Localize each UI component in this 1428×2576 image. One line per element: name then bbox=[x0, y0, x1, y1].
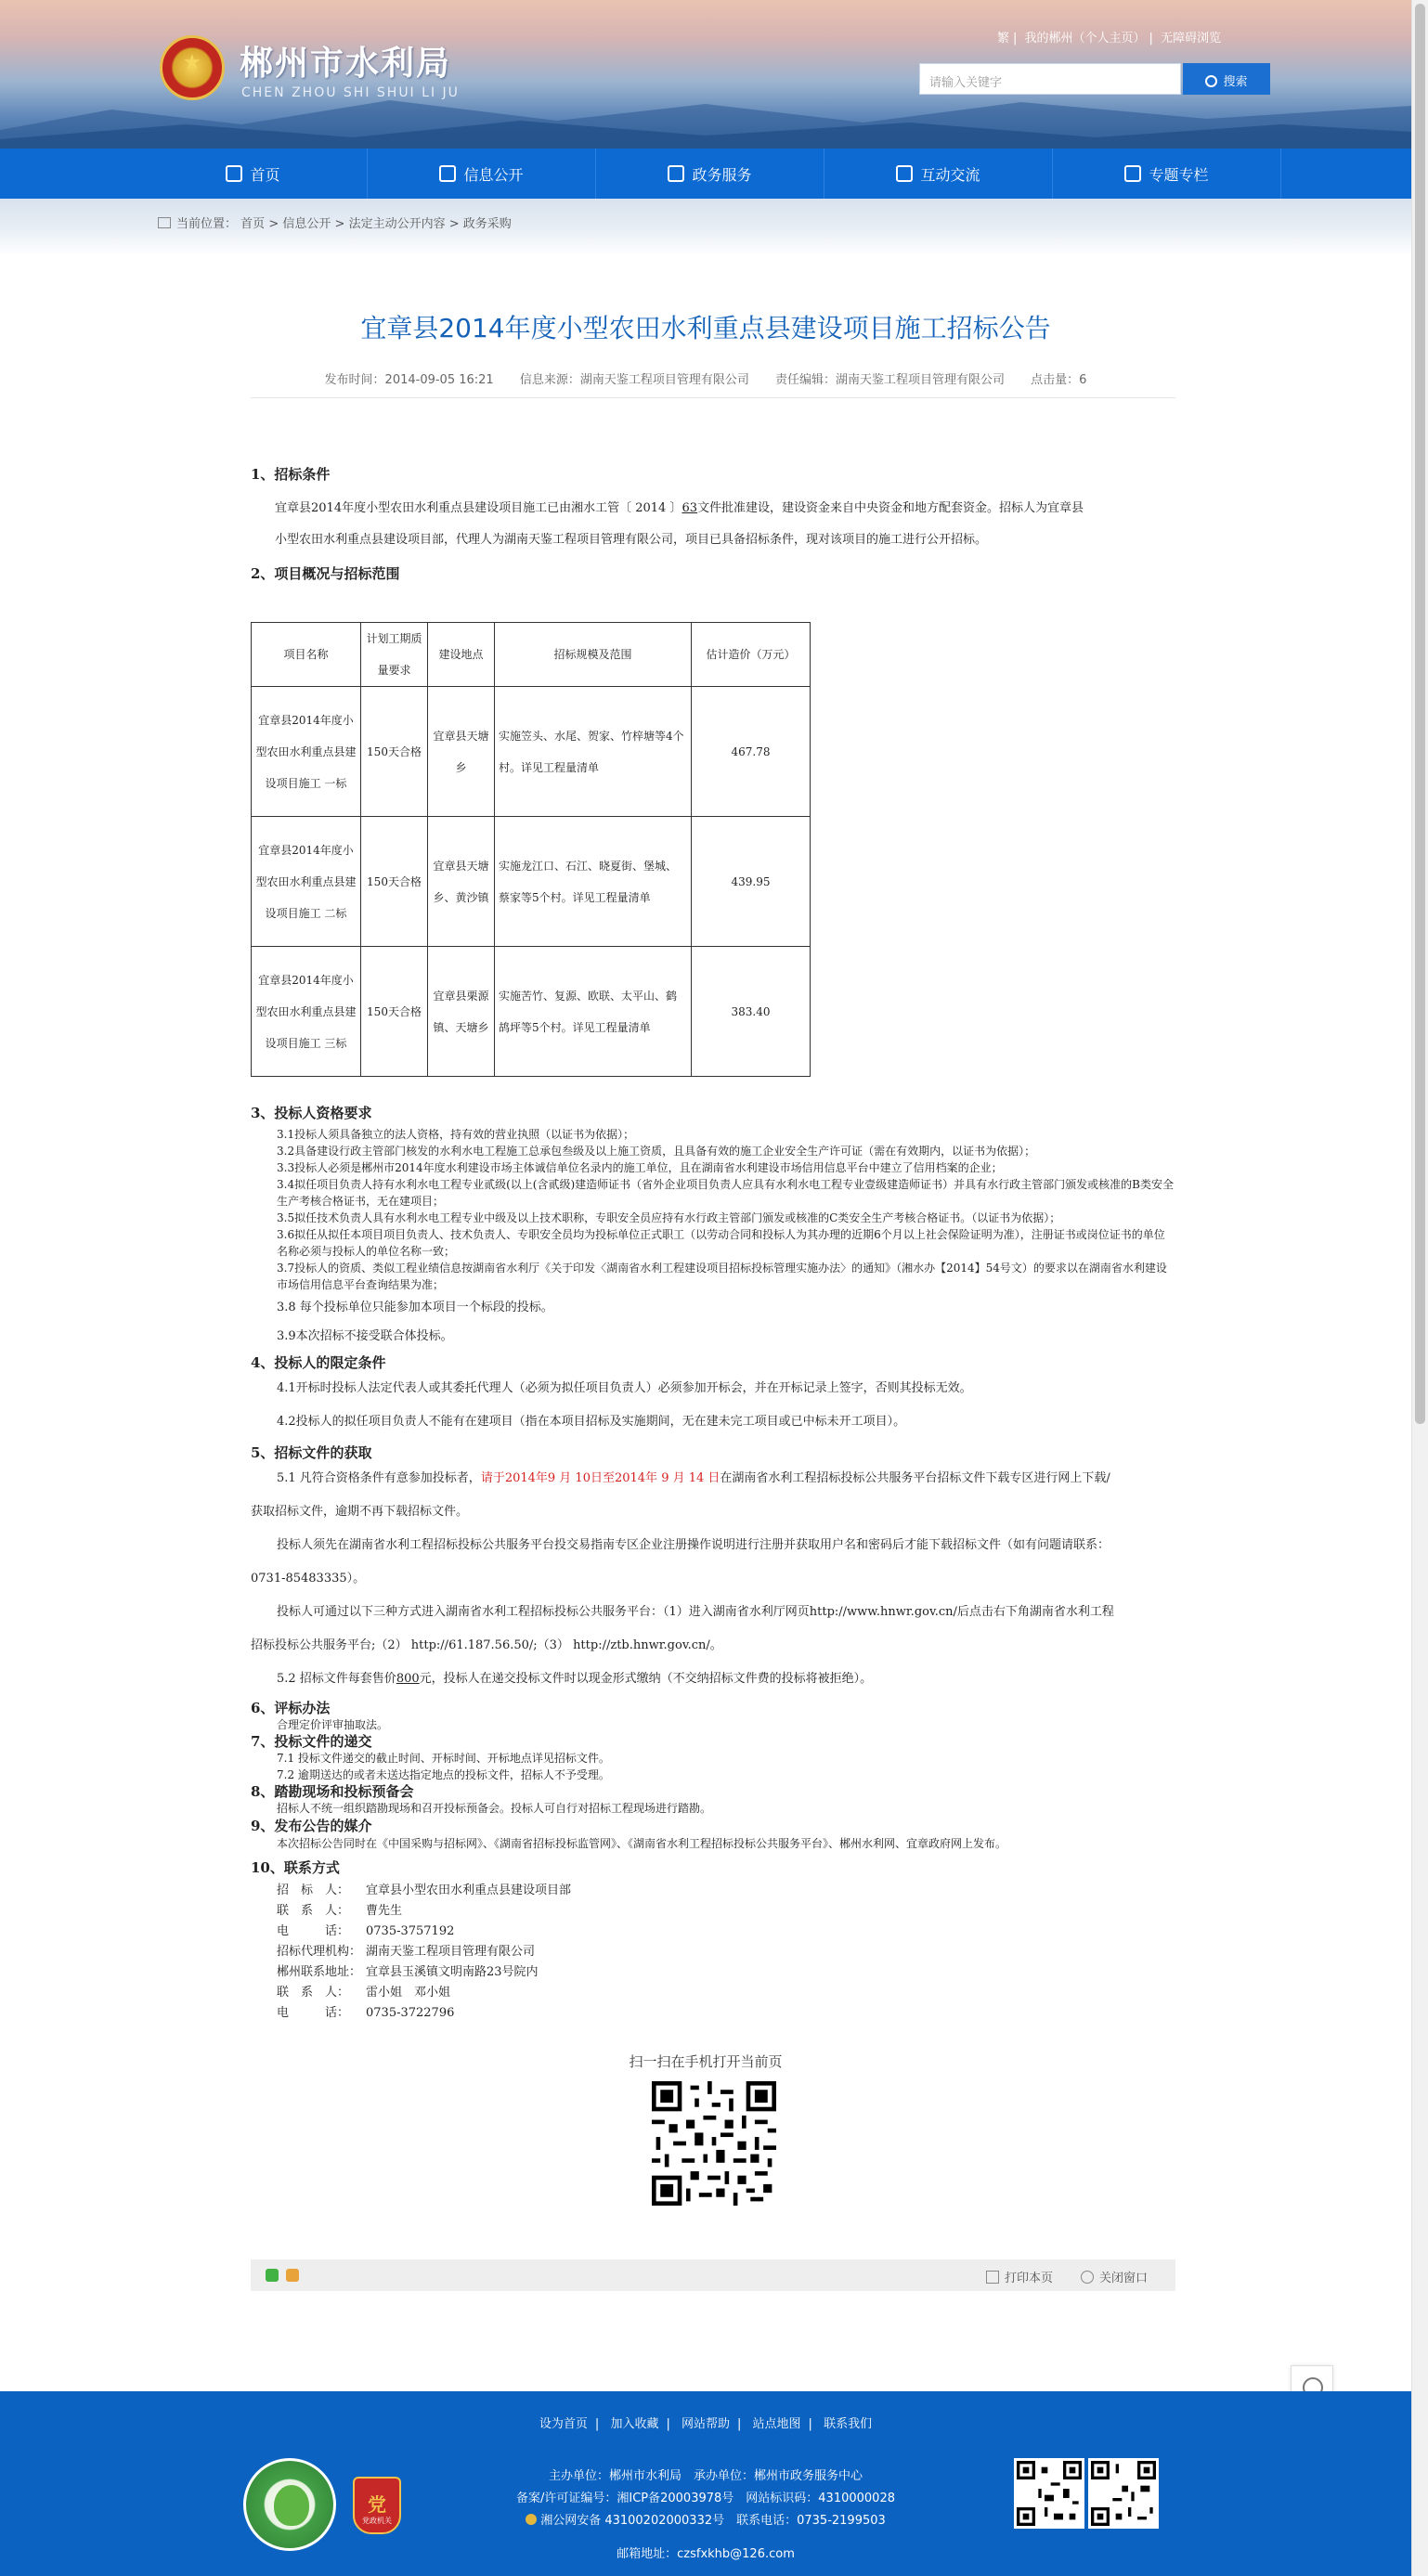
text: 文件批准建设，建设资金来自中央资金和地方配套资金。招标人为宜章县 bbox=[696, 501, 1084, 515]
footer-link-contact[interactable]: 联系我们 bbox=[824, 2417, 873, 2431]
close-label: 关闭窗口 bbox=[1099, 2272, 1149, 2285]
search-icon bbox=[1205, 75, 1217, 87]
table-cell: 宜章县2014年度小型农田水利重点县建设项目施工 三标 bbox=[252, 947, 361, 1077]
wechat-share-icon[interactable] bbox=[266, 2269, 279, 2282]
table-header: 项目名称 bbox=[252, 623, 361, 687]
contact-row bbox=[277, 1881, 1175, 1901]
paragraph: 招标投标公共服务平台;（2） http://61.187.56.50/;（3） http://ztb.hnwr.gov.cn/。 bbox=[251, 1638, 722, 1652]
nav-special[interactable] bbox=[1053, 149, 1281, 199]
list-item: 3.7投标人的资质、类似工程业绩信息按湖南省水利厅《关于印发〈湖南省水利工程建设项目招标投标管理实施办法〉的通知》（湘水办【2014】54号文）的要求以在湖南省水利建设市场信用信息平台查询结果为准； bbox=[277, 1262, 1167, 1291]
breadcrumb-label: 当前位置： bbox=[176, 217, 238, 231]
contact-value: 0735-3757192 bbox=[366, 1924, 455, 1938]
section-heading: 9、发布公告的媒介 bbox=[251, 1818, 372, 1834]
table-cell: 宜章县2014年度小型农田水利重点县建设项目施工 二标 bbox=[252, 817, 361, 947]
table-header: 建设地点 bbox=[428, 623, 495, 687]
view-count: 点击量：6 bbox=[1031, 373, 1087, 387]
contact-row bbox=[277, 1983, 1175, 2003]
footer-qr-wechat bbox=[1014, 2458, 1084, 2529]
accessibility-link[interactable]: 无障碍浏览 bbox=[1161, 32, 1222, 45]
traditional-chinese-link[interactable]: 繁 bbox=[997, 32, 1010, 45]
text: 宜章县2014年度小型农田水利重点县建设项目施工已由湘水工管〔 2014 〕 bbox=[275, 501, 682, 515]
footer-icp[interactable]: 备案/许可证编号：湘ICP备20003978号 网站标识码：4310000028 bbox=[515, 2492, 895, 2505]
site-logo-subtitle: CHEN ZHOU SHI SHUI LI JU bbox=[241, 85, 460, 100]
contact-key: 招 标 人： bbox=[277, 1883, 350, 1897]
edit-icon bbox=[668, 165, 684, 182]
list-item: 3.1投标人须具备独立的法人资格，持有效的营业执照（以证书为依据）； bbox=[277, 1128, 635, 1141]
qr-caption: 扫一扫在手机打开当前页 bbox=[629, 2053, 783, 2070]
section-heading: 4、投标人的限定条件 bbox=[251, 1354, 386, 1371]
footer-link-favorite[interactable]: 加入收藏 bbox=[610, 2417, 659, 2431]
breadcrumb-item-statutory[interactable]: 法定主动公开内容 bbox=[348, 217, 446, 231]
paragraph: 4.2投标人的拟任项目负责人不能有在建项目（指在本项目招标及实施期间，无在建未完工项目或已中标未开工项目）。 bbox=[277, 1415, 906, 1429]
bid-table bbox=[251, 622, 811, 1077]
table-cell: 实施苦竹、复源、欧联、太平山、鹤鸪坪等5个村。详见工程量清单 bbox=[495, 947, 692, 1077]
table-cell: 实施龙江口、石江、晓夏街、堡城、蔡家等5个村。详见工程量清单 bbox=[495, 817, 692, 947]
layers-icon bbox=[1124, 165, 1141, 182]
nav-label: 信息公开 bbox=[463, 165, 524, 184]
deadline-text: 请于2014年9 月 10日至2014年 9 月 14 日 bbox=[480, 1471, 720, 1485]
paragraph: 4.1开标时投标人法定代表人或其委托代理人（必须为拟任项目负责人）必须参加开标会，并在开标记录上签字，否则其投标无效。 bbox=[277, 1381, 972, 1395]
table-cell: 383.40 bbox=[692, 947, 811, 1077]
paragraph: 投标人须先在湖南省水利工程招标投标公共服务平台投交易指南专区企业注册操作说明进行注册并获取用户名和密码后才能下载招标文件（如有问题请联系： bbox=[277, 1538, 1110, 1552]
section-heading: 5、招标文件的获取 bbox=[251, 1444, 372, 1461]
national-emblem-icon: ★ bbox=[160, 35, 225, 100]
table-cell: 150天合格 bbox=[361, 687, 428, 817]
contact-key: 联 系 人： bbox=[277, 1986, 350, 2000]
table-cell: 150天合格 bbox=[361, 947, 428, 1077]
table-cell: 宜章县天塘乡 bbox=[428, 687, 495, 817]
printer-icon bbox=[986, 2271, 999, 2284]
paragraph: 0731-85483335）。 bbox=[251, 1572, 366, 1586]
nav-label: 首页 bbox=[250, 165, 280, 184]
share-icons bbox=[266, 2269, 303, 2285]
contact-value: 曹先生 bbox=[366, 1904, 403, 1918]
nav-label: 互动交流 bbox=[920, 165, 980, 184]
table-cell: 实施笠头、水尾、贺家、竹梓塘等4个村。详见工程量清单 bbox=[495, 687, 692, 817]
article-title: 宜章县2014年度小型农田水利重点县建设项目施工招标公告 bbox=[360, 313, 1051, 343]
footer-links: 设为首页 | 加入收藏 | 网站帮助 | 站点地图 | 联系我们 bbox=[539, 2417, 873, 2431]
contact-value: 0735-3722796 bbox=[366, 2006, 455, 2020]
breadcrumb-separator: > bbox=[334, 217, 345, 231]
section-heading: 7、投标文件的递交 bbox=[251, 1733, 372, 1750]
paragraph: 合理定价评审抽取法。 bbox=[277, 1718, 389, 1731]
breadcrumb-item-home[interactable]: 首页 bbox=[240, 217, 266, 231]
contact-key: 招标代理机构： bbox=[277, 1945, 362, 1959]
table-cell: 439.95 bbox=[692, 817, 811, 947]
weibo-share-icon[interactable] bbox=[286, 2269, 299, 2282]
section-heading: 6、评标办法 bbox=[251, 1700, 331, 1716]
contact-list bbox=[251, 1881, 1175, 2024]
footer-link-sitemap[interactable]: 站点地图 bbox=[752, 2417, 801, 2431]
responsible-editor: 责任编辑：湖南天鉴工程项目管理有限公司 bbox=[775, 373, 1006, 387]
contact-key: 郴州联系地址： bbox=[277, 1965, 362, 1979]
footer-police-text: 湘公网安备 43100202000332号 联系电话：0735-2199503 bbox=[540, 2514, 886, 2528]
nav-gov-service[interactable] bbox=[596, 149, 824, 199]
table-cell: 宜章县2014年度小型农田水利重点县建设项目施工 一标 bbox=[252, 687, 361, 817]
section-heading: 10、联系方式 bbox=[251, 1859, 340, 1876]
home-icon bbox=[226, 165, 242, 182]
info-source: 信息来源：湖南天鉴工程项目管理有限公司 bbox=[519, 373, 749, 387]
breadcrumb-item-procurement[interactable]: 政务采购 bbox=[462, 217, 512, 231]
paragraph: 7.2 逾期送达的或者未送达指定地点的投标文件，招标人不予受理。 bbox=[277, 1768, 610, 1781]
search-button[interactable] bbox=[1183, 63, 1270, 95]
contact-row bbox=[277, 1942, 1175, 1962]
close-window-button[interactable] bbox=[1081, 2268, 1148, 2285]
table-header-row bbox=[252, 623, 811, 687]
breadcrumb-band bbox=[0, 199, 1411, 256]
footer-police[interactable] bbox=[0, 2510, 1411, 2528]
nav-interaction[interactable] bbox=[824, 149, 1053, 199]
paragraph: 投标人可通过以下三种方式进入湖南省水利工程招标投标公共服务平台：（1）进入湖南省水利厅网页http://www.hnwr.gov.cn/后点击右下角湖南省水利工程 bbox=[277, 1605, 1114, 1619]
breadcrumb-separator: > bbox=[268, 217, 279, 231]
list-item: 3.9本次招标不接受联合体投标。 bbox=[277, 1329, 453, 1343]
page-qr-code bbox=[652, 2081, 776, 2206]
paragraph: 获取招标文件，逾期不再下载招标文件。 bbox=[251, 1505, 469, 1519]
footer-link-help[interactable]: 网站帮助 bbox=[681, 2417, 730, 2431]
nav-info-public[interactable] bbox=[368, 149, 596, 199]
contact-key: 电 话： bbox=[277, 1924, 350, 1938]
list-item: 3.6拟任从拟任本项目项目负责人、技术负责人、专职安全员均为投标单位正式职工（以劳动合同和投标人为其办理的近期6个月以上社会保险证明为准），注册证书或岗位证书的单位名称必须与投标人的单位名称一致； bbox=[277, 1228, 1165, 1258]
section-heading: 2、项目概况与招标范围 bbox=[251, 565, 400, 582]
contact-row bbox=[277, 1901, 1175, 1922]
paragraph: 小型农田水利重点县建设项目部，代理人为湖南天鉴工程项目管理有限公司，项目已具备招标条件，现对该项目的施工进行公开招标。 bbox=[275, 533, 988, 547]
breadcrumb bbox=[158, 214, 512, 231]
contact-value: 湖南天鉴工程项目管理有限公司 bbox=[366, 1945, 536, 1959]
table-cell: 宜章县天塘乡、黄沙镇 bbox=[428, 817, 495, 947]
print-button[interactable] bbox=[986, 2268, 1053, 2285]
table-header: 估计造价（万元） bbox=[692, 623, 811, 687]
section-heading: 1、招标条件 bbox=[251, 466, 331, 483]
nav-home[interactable] bbox=[139, 149, 368, 199]
top-links: 繁 | 我的郴州（个人主页） | 无障碍浏览 bbox=[997, 32, 1222, 45]
contact-key: 电 话： bbox=[277, 2006, 350, 2020]
contact-value: 雷小姐 邓小姐 bbox=[366, 1986, 451, 2000]
nav-label: 政务服务 bbox=[692, 165, 752, 184]
text: 5.1 凡符合资格条件有意参加投标者， bbox=[277, 1471, 481, 1485]
table-header: 招标规模及范围 bbox=[495, 623, 692, 687]
chat-icon bbox=[896, 165, 913, 182]
table-row bbox=[252, 947, 811, 1077]
section-heading: 8、踏勘现场和投标预备会 bbox=[251, 1783, 414, 1800]
home-icon bbox=[158, 217, 171, 228]
publish-time: 发布时间：2014-09-05 16:21 bbox=[324, 373, 494, 387]
close-icon bbox=[1081, 2271, 1094, 2284]
article-body bbox=[251, 464, 1175, 2024]
contact-key: 联 系 人： bbox=[277, 1904, 350, 1918]
print-label: 打印本页 bbox=[1005, 2272, 1054, 2285]
contact-row bbox=[277, 2003, 1175, 2024]
list-item: 3.4拟任项目负责人持有水利水电工程专业贰级(以上(含贰级)建造师证书（省外企业项目负责人应具有水利水电工程专业壹级建造师证书）并具有水行政主管部门颁发或核准的B类安全生产考核合格证书，无在建项目； bbox=[277, 1178, 1174, 1208]
article-toolbar bbox=[251, 2259, 1175, 2291]
table-cell: 宜章县栗源镇、天塘乡 bbox=[428, 947, 495, 1077]
search-input[interactable]: 请输入关键字 bbox=[919, 63, 1181, 95]
qualification-list bbox=[251, 1126, 1175, 1293]
document-icon bbox=[439, 165, 456, 182]
contact-row bbox=[277, 1962, 1175, 1983]
site-logo-title[interactable]: 郴州市水利局 bbox=[240, 44, 452, 83]
section-heading: 3、投标人资格要求 bbox=[251, 1105, 372, 1121]
nav-label: 专题专栏 bbox=[1149, 165, 1209, 184]
contact-value: 宜章县小型农田水利重点县建设项目部 bbox=[366, 1883, 572, 1897]
paragraph: 本次招标公告同时在《中国采购与招标网》、《湖南省招标投标监管网》、《湖南省水利工程招标投标公共服务平台》、郴州水利网、宜章政府网上发布。 bbox=[277, 1837, 1007, 1850]
site-footer bbox=[0, 2391, 1411, 2576]
site-header bbox=[0, 0, 1411, 149]
table-cell: 150天合格 bbox=[361, 817, 428, 947]
footer-email: 邮箱地址：czsfxkhb@126.com bbox=[617, 2547, 795, 2561]
badge-text: 党 bbox=[368, 2493, 386, 2516]
breadcrumb-separator: > bbox=[448, 217, 460, 231]
paragraph bbox=[251, 493, 1175, 524]
list-item: 3.3投标人必须是郴州市2014年度水利建设市场主体诚信单位名录内的施工单位，且在湖南省水利建设市场信用信息平台中建立了信用档案的企业； bbox=[277, 1161, 1003, 1174]
contact-row bbox=[277, 1922, 1175, 1942]
price: 800 bbox=[396, 1672, 420, 1686]
list-item: 3.2具备建设行政主管部门核发的水利水电工程施工总承包叁级及以上施工资质，且具备有效的施工企业安全生产许可证（需在有效期内，以证书为依据）； bbox=[277, 1145, 1036, 1158]
divider bbox=[251, 397, 1175, 398]
search-button-label: 搜索 bbox=[1223, 75, 1248, 89]
text: 5.2 招标文件每套售价 bbox=[277, 1672, 396, 1686]
doc-number: 63 bbox=[682, 501, 697, 515]
scrollbar-thumb[interactable] bbox=[1415, 4, 1425, 1424]
qr-code-icon bbox=[1017, 2461, 1082, 2526]
my-chenzhou-link[interactable]: 我的郴州（个人主页） bbox=[1024, 32, 1146, 45]
page-scrollbar[interactable] bbox=[1411, 0, 1428, 2576]
table-row bbox=[252, 687, 811, 817]
footer-link-homepage[interactable]: 设为首页 bbox=[539, 2417, 588, 2431]
paragraph: 7.1 投标文件递交的截止时间、开标时间、开标地点详见招标文件。 bbox=[277, 1752, 610, 1765]
paragraph: 招标人不统一组织踏勘现场和召开投标预备会。投标人可自行对招标工程现场进行踏勘。 bbox=[277, 1802, 712, 1815]
footer-sponsor: 主办单位：郴州市水利局 承办单位：郴州市政务服务中心 bbox=[548, 2469, 863, 2483]
table-header: 计划工期质量要求 bbox=[361, 623, 428, 687]
breadcrumb-item-info[interactable]: 信息公开 bbox=[282, 217, 331, 231]
main-nav bbox=[0, 149, 1411, 199]
police-icon bbox=[526, 2514, 537, 2525]
text: 在湖南省水利工程招标投标公共服务平台招标文件下载专区进行网上下载/ bbox=[720, 1471, 1110, 1485]
list-item: 3.5拟任技术负责人具有水利水电工程专业中级及以上技术职称，专职安全员应持有水行政主管部门颁发或核准的C类安全生产考核合格证书。（以证书为依据）； bbox=[277, 1211, 1061, 1224]
list-item: 3.8 每个投标单位只能参加本项目一个标段的投标。 bbox=[277, 1301, 553, 1314]
footer-qr-app bbox=[1088, 2458, 1159, 2529]
paragraph bbox=[251, 1663, 1175, 1696]
text: 元，投标人在递交投标文件时以现金形式缴纳（不交纳招标文件费的投标将被拒绝）。 bbox=[419, 1672, 873, 1686]
contact-value: 宜章县玉溪镇文明南路23号院内 bbox=[366, 1965, 539, 1979]
table-cell: 467.78 bbox=[692, 687, 811, 817]
badge-sub: 党政机关 bbox=[362, 2517, 392, 2525]
table-row bbox=[252, 817, 811, 947]
qr-code-icon bbox=[1091, 2461, 1156, 2526]
article-meta bbox=[0, 369, 1411, 387]
paragraph bbox=[251, 1462, 1175, 1495]
